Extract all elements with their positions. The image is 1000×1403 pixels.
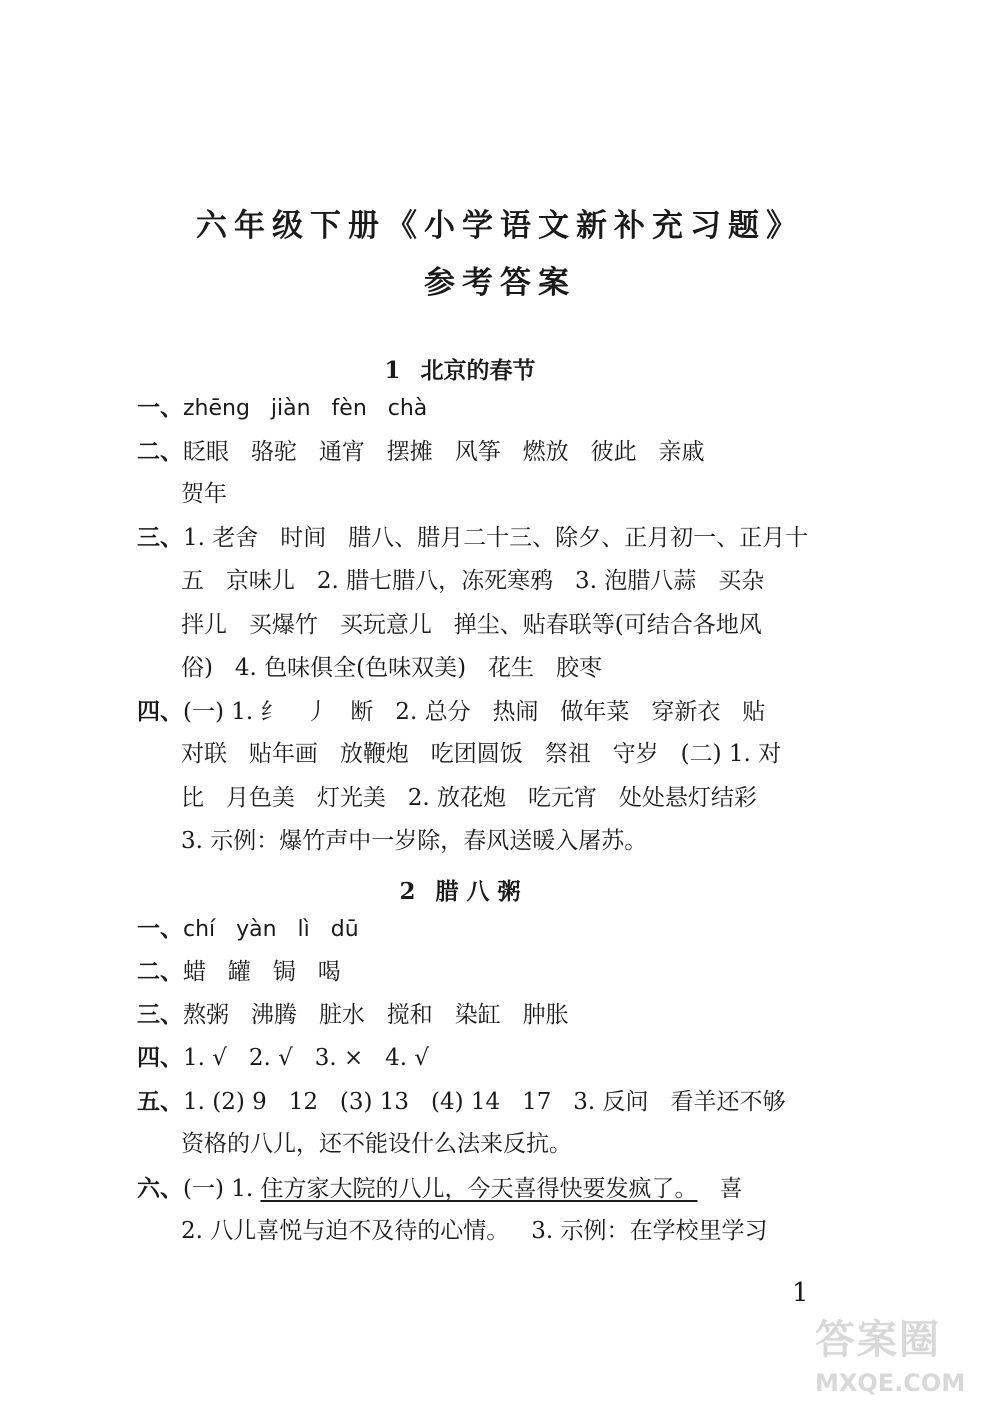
page-number: 1 [792, 1278, 809, 1308]
answer-line: 二、蜡 罐 锔 喝 [137, 958, 341, 985]
answer-line: 资格的八儿，还不能设什么法来反抗。 [181, 1131, 572, 1157]
section-number: 1 [384, 357, 401, 384]
section-number: 2 [399, 878, 416, 905]
answer-line: 二、眨眼 骆驼 通宵 摆摊 风筝 燃放 彼此 亲戚 [137, 438, 705, 465]
answer-line: 贺年 [181, 481, 227, 507]
section-title: 腊 八 粥 [435, 878, 521, 905]
answer-line: 俗) 4. 色味俱全(色味双美) 花生 胶枣 [181, 655, 602, 681]
answer-line: 2. 八儿喜悦与迫不及待的心情。 3. 示例：在学校里学习 [181, 1218, 768, 1244]
underlined-sentence: 住方家大院的八儿，今天喜得快要发疯了。 [260, 1176, 698, 1202]
section-heading [0, 352, 920, 385]
answer-line: 三、1. 老舍 时间 腊八、腊月二十三、除夕、正月初一、正月十 [137, 524, 809, 551]
watermark-logo: 答案圈 [815, 1317, 941, 1363]
answer-line: 四、(一) 1. 纟 丿 断 2. 总分 热闹 做年菜 穿新衣 贴 [137, 698, 766, 725]
section-heading [0, 873, 920, 906]
answer-line: 拌儿 买爆竹 买玩意儿 掸尘、贴春联等(可结合各地风 [181, 612, 762, 638]
answer-line: 3. 示例：爆竹声中一岁除，春风送暖入屠苏。 [181, 828, 648, 854]
watermark-url: MXQE.COM [815, 1369, 966, 1397]
answer-line: 三、熬粥 沸腾 脏水 搅和 染缸 肿胀 [137, 1001, 569, 1028]
answer-line: 六、(一) 1. 住方家大院的八儿，今天喜得快要发疯了。 喜 [137, 1175, 743, 1202]
answer-line: 四、1. √ 2. √ 3. × 4. √ [137, 1044, 430, 1071]
section-title: 北京的春节 [420, 357, 536, 384]
answer-line: 比 月色美 灯光美 2. 放花炮 吃元宵 处处悬灯结彩 [181, 785, 757, 811]
answer-line: 五 京味儿 2. 腊七腊八，冻死寒鸦 3. 泡腊八蒜 买杂 [181, 568, 765, 594]
page-title: 六年级下册《小学语文新补充习题》 [196, 208, 804, 244]
page-subtitle: 参考答案 [424, 265, 576, 301]
answer-line: 一、chí yàn lì dū [137, 915, 359, 942]
answer-line: 五、1. (2) 9 12 (3) 13 (4) 14 17 3. 反问 看羊还不够 [137, 1088, 786, 1115]
watermark [815, 1308, 990, 1398]
answer-line: 一、zhēng jiàn fèn chà [137, 394, 428, 421]
answer-line: 对联 贴年画 放鞭炮 吃团圆饭 祭祖 守岁 (二) 1. 对 [181, 741, 782, 767]
